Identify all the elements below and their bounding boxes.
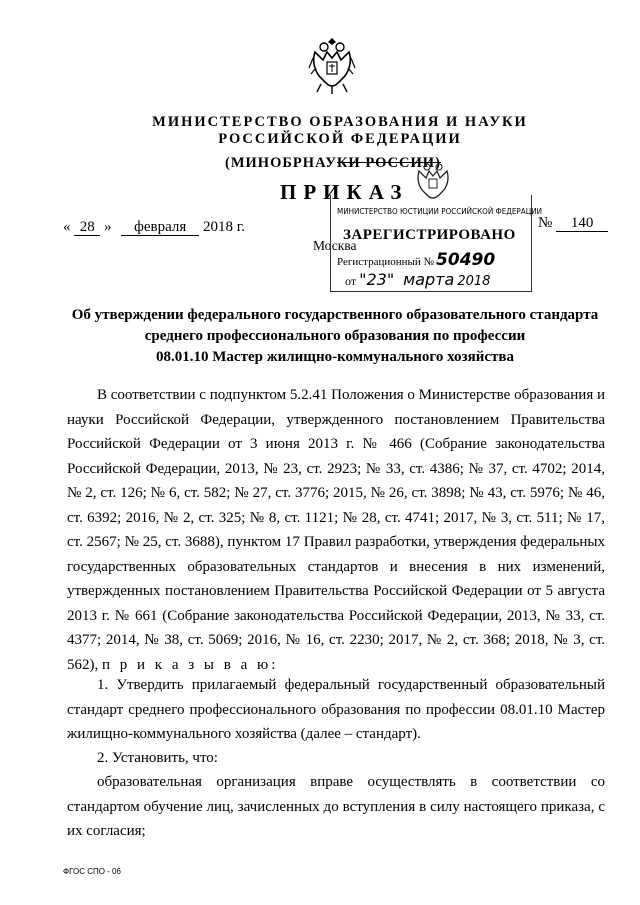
document-type: ПРИКАЗ: [280, 180, 409, 204]
order-number: [538, 215, 608, 232]
number-prefix: №: [538, 215, 553, 231]
stamp-date-month: марта: [403, 270, 455, 289]
title-line3: 08.01.10 Мастер жилищно-коммунального хозяйства: [156, 349, 514, 365]
stamp-date-day: "23": [359, 270, 395, 289]
order-word: п р и к а з ы в а ю:: [102, 656, 279, 673]
city: Москва: [313, 238, 357, 253]
body-paragraph-4: образовательная организация вправе осуществлять в соответствии со стандартом обучение лиц, зачисленных до вступления в силу настоящего приказа, с их согласия;: [67, 774, 605, 839]
registration-stamp: [330, 195, 543, 292]
number-value: 140: [556, 216, 608, 232]
stamp-ministry: МИНИСТЕРСТВО ЮСТИЦИИ РОССИЙСКОЙ ФЕДЕРАЦИИ: [337, 207, 543, 216]
stamp-reg-label: Регистрационный №: [337, 256, 435, 268]
stamp-reg-number: 50490: [436, 250, 496, 270]
body-paragraph-2: 1. Утвердить прилагаемый федеральный государственный образовательный стандарт среднего профессионального образования по профессии 08.01.10 Мастер жилищно-коммунального хозяйства (далее – стандарт).: [67, 677, 605, 742]
double-headed-eagle-stamp-icon: [413, 161, 453, 205]
title-line2: среднего профессионального образования по профессии: [144, 328, 526, 344]
ministry-name-line1: МИНИСТЕРСТВО ОБРАЗОВАНИЯ И НАУКИ: [152, 114, 528, 130]
stamp-status: ЗАРЕГИСТРИРОВАНО: [343, 227, 516, 243]
ministry-name-line2: РОССИЙСКОЙ ФЕДЕРАЦИИ: [218, 131, 462, 147]
double-headed-eagle-emblem-icon: [307, 38, 357, 96]
date-open-quote: «: [63, 219, 71, 235]
date-month: февраля: [121, 220, 199, 236]
title-line1: Об утверждении федерального государственного образовательного стандарта: [71, 307, 599, 323]
ministry-short-plain: (МИНОБРНАУ: [225, 155, 337, 171]
order-date: [63, 219, 245, 236]
stamp-registration: [337, 250, 495, 270]
para1-text: В соответствии с подпунктом 5.2.41 Положения о Министерстве образования и науки Российской Федерации, утвержденного постановлением Правительства Российской Федерации от 3 июня 2013 г. № 466 (Собрание законодательства Российской Федерации, 2013, № 23, ст. 2923; № 33, ст. 4386; № 37, ст. 4702; 2014, № 2, ст. 126; № 6, ст. 582; № 27, ст. 3776; 2015, № 26, ст. 3898; № 43, ст. 5976; № 46, ст. 6392; 2016, № 2, ст. 325; № 8, ст. 1121; № 28, ст. 4741; 2017, № 3, ст. 511; № 17, ст. 2567; № 25, ст. 3688), пунктом 17 Правил разработки, утверждения федеральных государственных образовательных стандартов и внесения в них изменений, утвержденных постановлением Правительства Российской Федерации от 5 августа 2013 г. № 661 (Собрание законодательства Российской Федерации, 2013, № 33, ст. 4377; 2014, № 38, ст. 5069; 2016, № 16, ст. 2230; 2017, № 2, ст. 368; 2018, № 3, ст. 562),: [67, 387, 605, 673]
date-close-quote: »: [104, 219, 112, 235]
body-paragraph-1: [67, 383, 605, 677]
ministry-short-name: [225, 154, 441, 172]
stamp-date-year: 2018: [457, 274, 491, 289]
date-year: 2018 г.: [203, 219, 245, 235]
stamp-date-prefix: от: [345, 274, 357, 288]
document-title: [65, 305, 605, 368]
stamp-date: [345, 270, 490, 289]
body-paragraph-3: 2. Установить, что:: [97, 750, 218, 766]
ministry-short-struck: КИ РОССИИ): [336, 155, 441, 171]
footer-code: ФГОС СПО - 06: [63, 867, 121, 876]
date-day: 28: [74, 220, 100, 236]
